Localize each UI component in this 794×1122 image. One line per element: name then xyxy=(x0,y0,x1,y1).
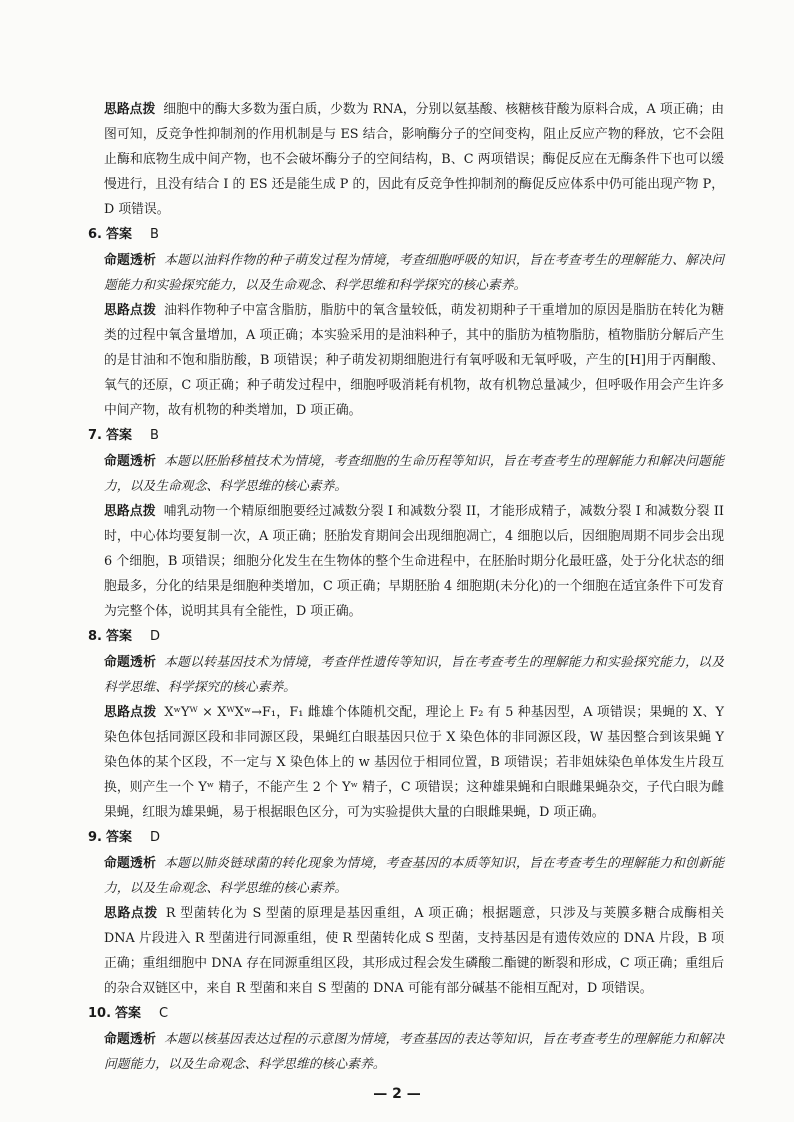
analysis-paragraph xyxy=(88,1027,724,1077)
paragraph-label: 命题透析 xyxy=(104,454,157,469)
question-num: 9. xyxy=(88,830,102,845)
paragraph-label: 思路点拨 xyxy=(104,504,156,519)
paragraph-text: 本题以肺炎链球菌的转化现象为情境，考查基因的本质等知识，旨在考查考生的理解能力和创新能力，以及生命观念、科学思维的核心素养。 xyxy=(104,856,725,896)
question-answer-heading xyxy=(88,624,724,650)
explanation-paragraph xyxy=(88,700,724,825)
explanation-paragraph xyxy=(88,901,724,1001)
question-num: 10. xyxy=(88,1006,112,1021)
paragraph-label: 思路点拨 xyxy=(104,906,158,921)
question-answer-heading xyxy=(88,1001,724,1027)
answer-content xyxy=(88,97,724,1077)
paragraph-label: 命题透析 xyxy=(104,1032,157,1047)
paragraph-text: R 型菌转化为 S 型菌的原理是基因重组，A 项正确；根据题意，只涉及与荚膜多糖合成酶相关 DNA 片段进入 R 型菌进行同源重组，使 R 型菌转化成 S 型菌，支持基因是有遗传效应的 DNA 片段，B 项正确；重组细胞中 DNA 存在同源重组区段，其形成过程会发生磷酸二酯键的断裂和形成，C 项正确；重组后的杂合双链区中，来自 R 型菌和来自 S 型菌的 DNA 可能有部分碱基不能相互配对，D 项错误。 xyxy=(104,906,725,996)
paragraph-label: 命题透析 xyxy=(104,253,157,268)
question-ans: 答案 xyxy=(105,227,132,242)
paragraph-label: 思路点拨 xyxy=(104,303,157,318)
paragraph-text: 细胞中的酶大多数为蛋白质，少数为 RNA，分别以氨基酸、核糖核苷酸为原料合成，A 项正确；由图可知，反竞争性抑制剂的作用机制是与 ES 结合，影响酶分子的空间变构，阻止反应产物的释放，它不会阻止酶和底物生成中间产物，也不会破坏酶分子的空间结构，B、C 两项错误；酶促反应在无酶条件下也可以缓慢进行，且没有结合 I 的 ES 还是能生成 P 的，因此有反竞争性抑制剂的酶促反应体系中仍可能出现产物 P，D 项错误。 xyxy=(104,102,725,217)
paragraph-label: 命题透析 xyxy=(104,655,157,670)
paragraph-text: 本题以油料作物的种子萌发过程为情境，考查细胞呼吸的知识，旨在考查考生的理解能力、解决问题能力和实验探究能力，以及生命观念、科学思维和科学探究的核心素养。 xyxy=(104,253,725,293)
paragraph-text: XʷYᵂ × XᵂXʷ→F₁，F₁ 雌雄个体随机交配，理论上 F₂ 有 5 种基因型，A 项错误；果蝇的 X、Y 染色体包括同源区段和非同源区段，果蝇红白眼基因只位于 X 染色体的非同源区段，W 基因整合到该果蝇 Y 染色体的某个区段，不一定与 X 染色体上的 w 基因位于相同位置，B 项错误；若非姐妹染色单体发生片段互换，则产生一个 Yʷ 精子，不能产生 2 个 Yʷ 精子，C 项错误；这种雄果蝇和白眼雌果蝇杂交，子代白眼为雌果蝇，红眼为雄果蝇，易于根据眼色区分，可为实验提供大量的白眼雌果蝇，D 项正确。 xyxy=(104,705,724,820)
question-letter: B xyxy=(150,227,159,242)
question-answer-heading xyxy=(88,825,724,851)
paragraph-label: 命题透析 xyxy=(104,856,157,871)
explanation-paragraph xyxy=(88,97,724,222)
question-answer-heading xyxy=(88,222,724,248)
question-num: 8. xyxy=(88,629,102,644)
analysis-paragraph xyxy=(88,851,724,901)
paragraph-text: 本题以胚胎移植技术为情境，考查细胞的生命历程等知识，旨在考查考生的理解能力和解决问题能力，以及生命观念、科学思维的核心素养。 xyxy=(104,454,725,494)
analysis-paragraph xyxy=(88,650,724,700)
question-ans: 答案 xyxy=(105,428,132,443)
question-letter: D xyxy=(150,629,161,644)
question-answer-heading xyxy=(88,423,724,449)
explanation-paragraph xyxy=(88,499,724,624)
question-letter: C xyxy=(159,1006,169,1021)
explanation-paragraph xyxy=(88,298,724,423)
analysis-paragraph xyxy=(88,248,724,298)
paragraph-text: 本题以转基因技术为情境，考查伴性遗传等知识，旨在考查考生的理解能力和实验探究能力，以及科学思维、科学探究的核心素养。 xyxy=(104,655,725,695)
question-ans: 答案 xyxy=(115,1006,142,1021)
paragraph-text: 本题以核基因表达过程的示意图为情境，考查基因的表达等知识，旨在考查考生的理解能力和解决问题能力，以及生命观念、科学思维的核心素养。 xyxy=(104,1032,725,1072)
question-num: 7. xyxy=(88,428,102,443)
page-number: — 2 — xyxy=(373,1086,421,1102)
question-letter: D xyxy=(150,830,161,845)
question-ans: 答案 xyxy=(105,629,132,644)
question-ans: 答案 xyxy=(105,830,132,845)
analysis-paragraph xyxy=(88,449,724,499)
paragraph-label: 思路点拨 xyxy=(104,705,157,720)
paragraph-label: 思路点拨 xyxy=(104,102,156,117)
question-letter: B xyxy=(150,428,159,443)
paragraph-text: 油料作物种子中富含脂肪，脂肪中的氧含量较低，萌发初期种子干重增加的原因是脂肪在转化为糖类的过程中氧含量增加，A 项正确；本实验采用的是油料种子，其中的脂肪为植物脂肪，植物脂肪分解后产生的是甘油和不饱和脂肪酸，B 项错误；种子萌发初期细胞进行有氧呼吸和无氧呼吸，产生的[H]用于丙酮酸、氧气的还原，C 项正确；种子萌发过程中，细胞呼吸消耗有机物，故有机物总量减少，但呼吸作用会产生许多中间产物，故有机物的种类增加，D 项正确。 xyxy=(104,303,725,418)
question-num: 6. xyxy=(88,227,102,242)
paragraph-text: 哺乳动物一个精原细胞要经过减数分裂 I 和减数分裂 II，才能形成精子，减数分裂 I 和减数分裂 II 时，中心体均要复制一次，A 项正确；胚胎发育期间会出现细胞凋亡，4 细胞以后，因细胞周期不同步会出现 6 个细胞，B 项错误；细胞分化发生在生物体的整个生命进程中，在胚胎时期分化最旺盛，处于分化状态的细胞最多，分化的结果是细胞种类增加，C 项正确；早期胚胎 4 细胞期(未分化)的一个细胞在适宜条件下可发育为完整个体，说明其具有全能性，D 项正确。 xyxy=(104,504,724,619)
